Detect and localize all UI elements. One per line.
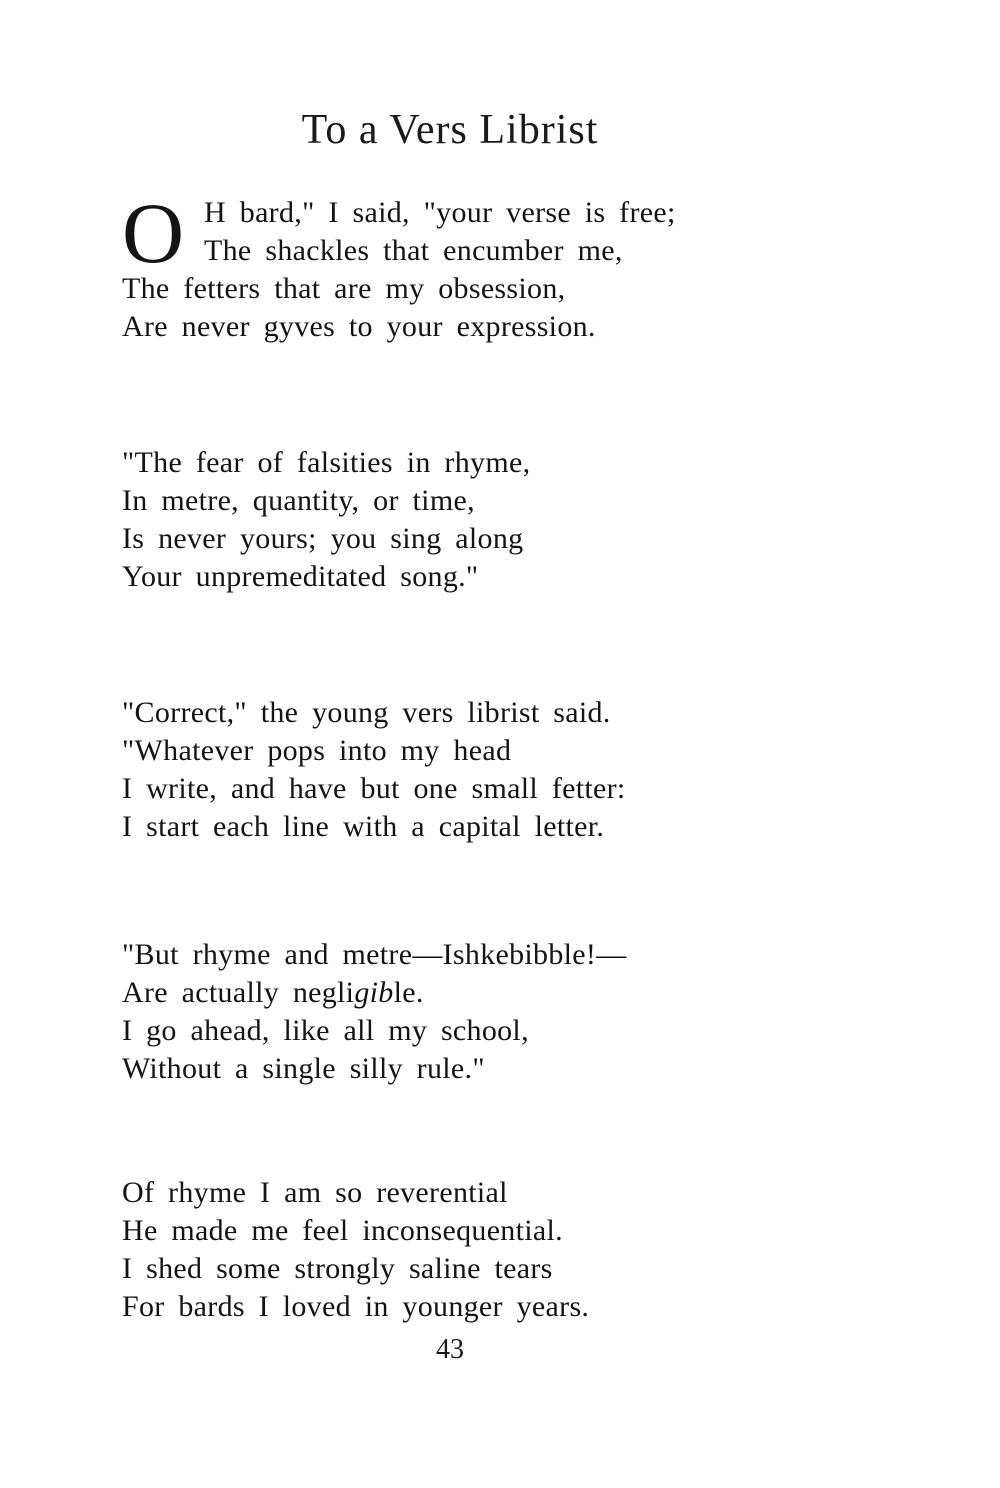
poem-line-text: H bard," I said, "your verse is free; xyxy=(204,196,676,229)
poem-line: Your unpremeditated song." xyxy=(122,560,479,593)
stanza-2 xyxy=(122,444,530,596)
stanza-5 xyxy=(122,1174,589,1326)
drop-cap: O xyxy=(122,185,185,281)
poem-line: For bards I loved in younger years. xyxy=(122,1290,590,1323)
poem-line: I write, and have but one small fetter: xyxy=(122,772,626,805)
poem-line: Are never gyves to your expression. xyxy=(122,310,596,343)
poem-line: I start each line with a capital letter. xyxy=(122,810,605,843)
poem-line-text: le. xyxy=(393,976,424,1009)
stanza-1 xyxy=(122,185,676,346)
page-number: 43 xyxy=(436,1334,464,1365)
italic-text: gib xyxy=(354,976,394,1009)
stanza-4 xyxy=(122,936,627,1088)
poem-line: "The fear of falsities in rhyme, xyxy=(122,446,531,479)
poem-line xyxy=(122,974,627,1012)
poem-line: I shed some strongly saline tears xyxy=(122,1252,553,1285)
page-title: To a Vers Librist xyxy=(301,107,599,153)
poem-line: Of rhyme I am so reverential xyxy=(122,1176,508,1209)
poem-line: "Correct," the young vers librist said. xyxy=(122,696,611,729)
poem-line: "But rhyme and metre—Ishkebibble!— xyxy=(122,938,627,971)
poem-line: He made me feel inconsequential. xyxy=(122,1214,563,1247)
poem-line: I go ahead, like all my school, xyxy=(122,1014,529,1047)
poem-line: Is never yours; you sing along xyxy=(122,522,524,555)
poem-line-text: Are actually negli xyxy=(122,976,355,1009)
poem-line: In metre, quantity, or time, xyxy=(122,484,475,517)
poem-line: The shackles that encumber me, xyxy=(204,234,623,267)
poem-line: Without a single silly rule." xyxy=(122,1052,485,1085)
stanza-3 xyxy=(122,694,626,846)
poem-line: The fetters that are my obsession, xyxy=(122,272,566,305)
poem-line: "Whatever pops into my head xyxy=(122,734,512,767)
